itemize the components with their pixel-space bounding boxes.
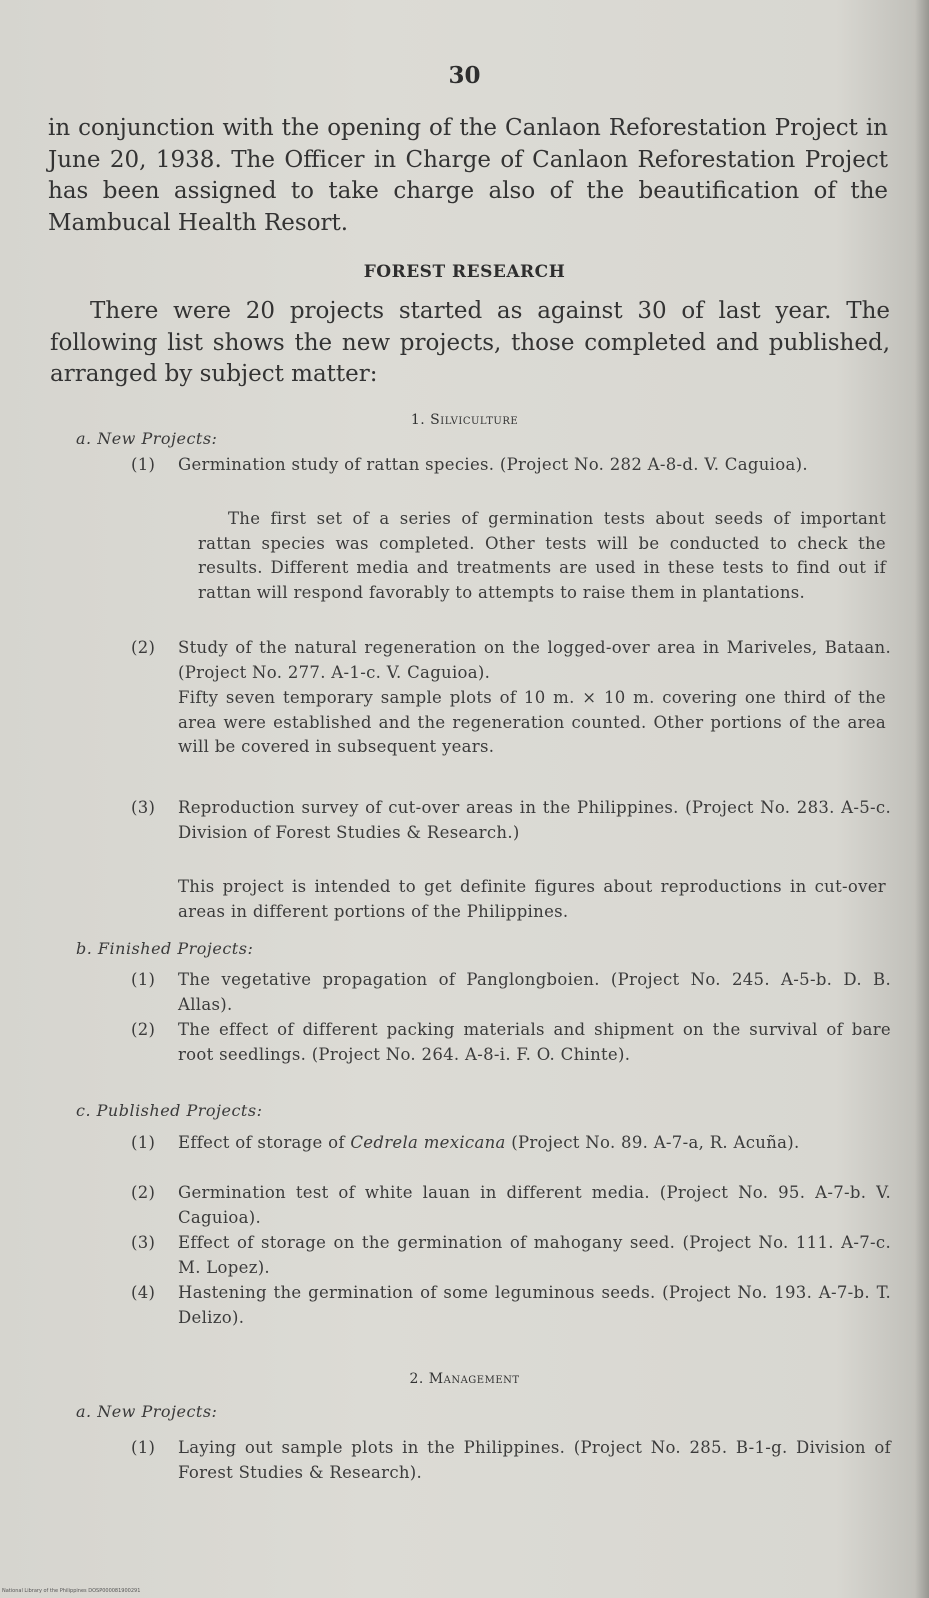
item-number: (1) [131, 455, 156, 474]
item-number: (3) [131, 798, 156, 817]
intro-paragraph: in conjunction with the opening of the Canlaon Reforestation Project in June 20, 1938. The Officer in Charge of Canlaon Reforestation Project has been assigned to take charge also of the beautification of the Mambucal Health Resort. [48, 115, 888, 236]
item-number: (1) [131, 1133, 156, 1152]
item-note: The first set of a series of germination tests about seeds of important rattan species was completed. Other tests will be conducted to check the results. Different media and treatments are used in these tests to find out if rattan will respond favorably to attempts to raise them in plantations. [198, 509, 886, 602]
item-note-text: Fifty seven temporary sample plots of 10 m. × 10 m. covering one third of the area were established and the regeneration counted. Other portions of the area will be covered in subsequent years. [178, 688, 886, 756]
item-number: (2) [131, 1020, 156, 1039]
item-number: (1) [131, 1438, 156, 1457]
list-item [131, 636, 891, 685]
item-text: The effect of different packing materials and shipment on the survival of bare root seedlings. (Project No. 264. A-8-i. F. O. Chinte). [178, 1020, 891, 1064]
species-name: Cedrela mexicana [350, 1133, 506, 1152]
list-item [131, 1436, 891, 1485]
subheading-finished-projects: b. Finished Projects: [76, 939, 254, 958]
page-edge-shadow [915, 0, 929, 1598]
list-item [131, 1131, 891, 1156]
item-text-suffix: (Project No. 89. A-7-a, R. Acuña). [505, 1133, 800, 1152]
forest-research-lead: There were 20 projects started as against 30 of last year. The following list shows the new projects, those completed and published, arranged by subject matter: [50, 298, 890, 387]
item-note: This project is intended to get definite figures about reproductions in cut-over areas in different portions of the Philippines. [178, 877, 886, 921]
footer-scan-credit: National Library of the Philippines DOSP000081900291 [2, 1588, 141, 1594]
subheading-published-projects: c. Published Projects: [76, 1101, 263, 1120]
item-text-prefix: Effect of storage of [178, 1133, 351, 1152]
list-item [131, 796, 891, 845]
item-text: Germination study of rattan species. (Project No. 282 A-8-d. V. Caguioa). [178, 455, 808, 474]
item-text: The vegetative propagation of Panglongboien. (Project No. 245. A-5-b. D. B. Allas). [178, 970, 891, 1014]
page-number: 30 [448, 62, 481, 89]
item-text: Reproduction survey of cut-over areas in the Philippines. (Project No. 283. A-5-c. Division of Forest Studies & Research.) [178, 798, 891, 842]
item-text: Hastening the germination of some leguminous seeds. (Project No. 193. A-7-b. T. Delizo). [178, 1283, 891, 1327]
item-number: (2) [131, 1183, 156, 1202]
list-item [131, 1181, 891, 1230]
item-number: (2) [131, 638, 156, 657]
list-item [131, 1018, 891, 1067]
item-text [178, 1131, 891, 1156]
forest-research-heading: FOREST RESEARCH [363, 262, 566, 282]
section-title-silviculture: 1. Silviculture [410, 412, 519, 428]
section-title-management: 2. Management [409, 1371, 520, 1387]
subheading-new-projects: a. New Projects: [76, 429, 218, 448]
list-item [131, 968, 891, 1017]
item-note [178, 686, 886, 760]
list-item [131, 453, 891, 478]
item-text: Laying out sample plots in the Philippines. (Project No. 285. B-1-g. Division of Forest Studies & Research). [178, 1438, 891, 1482]
item-number: (4) [131, 1283, 156, 1302]
item-text: Effect of storage on the germination of mahogany seed. (Project No. 111. A-7-c. M. Lopez). [178, 1233, 891, 1277]
subheading-new-projects: a. New Projects: [76, 1402, 218, 1421]
item-text: Germination test of white lauan in different media. (Project No. 95. A-7-b. V. Caguioa). [178, 1183, 891, 1227]
item-number: (1) [131, 970, 156, 989]
list-item [131, 1281, 891, 1330]
list-item [131, 1231, 891, 1280]
item-text: Study of the natural regeneration on the logged-over area in Mariveles, Bataan. (Project No. 277. A-1-c. V. Caguioa). [178, 638, 891, 682]
item-number: (3) [131, 1233, 156, 1252]
